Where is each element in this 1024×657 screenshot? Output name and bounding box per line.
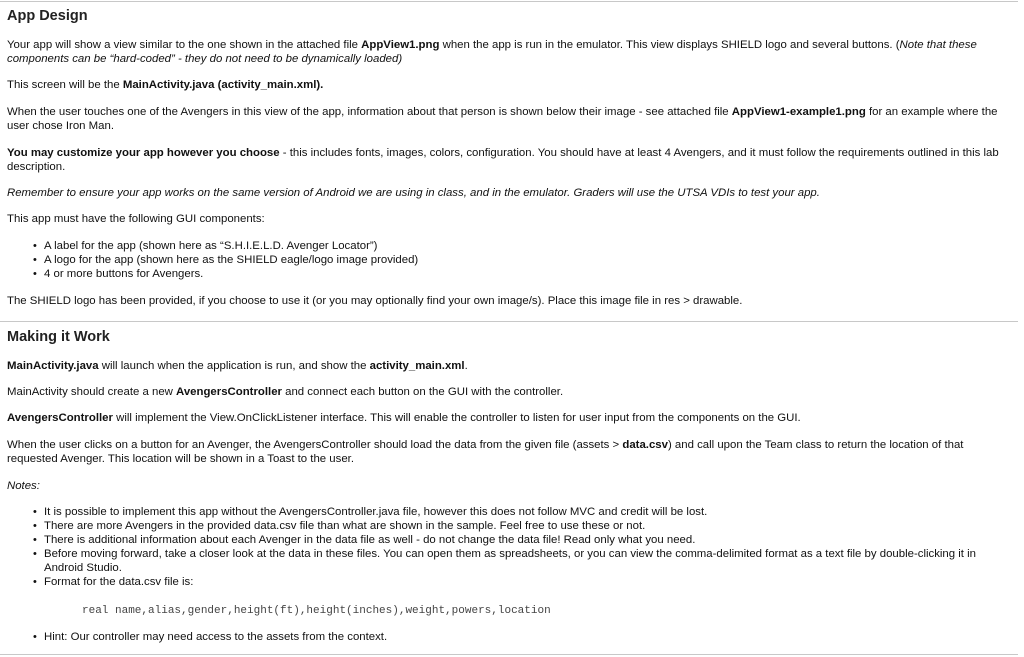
making-it-work-paragraph-1: MainActivity.java will launch when the application is run, and show the activity_main.xml. <box>7 360 468 372</box>
making-it-work-paragraph-3: AvengersController will implement the View.OnClickListener interface. This will enable the controller to listen for user input from the components on the GUI. <box>7 412 801 424</box>
csv-format-code: real name,alias,gender,height(ft),height(inches),weight,powers,location <box>82 605 551 617</box>
list-item: • Before moving forward, take a closer look at the data in these files. You can open them as spreadsheets, or you can view the comma-delimited format as a text file by double-clicking it in Android Studio. <box>44 547 994 575</box>
list-item: • A logo for the app (shown here as the SHIELD eagle/logo image provided) <box>44 253 418 267</box>
app-design-paragraph-3: When the user touches one of the Avengers in this view of the app, information about that person is shown below their image - see attached file AppView1-example1.png for an example where the user chose Iron Man. <box>7 106 998 132</box>
notes-list <box>44 505 994 589</box>
hint-list <box>44 630 387 644</box>
app-design-paragraph-1: Your app will show a view similar to the one shown in the attached file AppView1.png when the app is run in the emulator. This view displays SHIELD logo and several buttons. (Note that these components can be “hard-coded” - they do not need to be dynamically loaded) <box>7 39 977 65</box>
app-design-reminder: Remember to ensure your app works on the same version of Android we are using in class, and in the emulator. Graders will use the UTSA VDIs to test your app. <box>7 187 820 199</box>
section-divider <box>0 321 1018 322</box>
list-item: • A label for the app (shown here as “S.H.I.E.L.D. Avenger Locator”) <box>44 239 418 253</box>
making-it-work-paragraph-4: When the user clicks on a button for an Avenger, the AvengersController should load the data from the given file (assets > data.csv) and call upon the Team class to return the location of that requested Avenger. This location will be shown in a Toast to the user. <box>7 439 964 465</box>
notes-label: Notes: <box>7 480 40 492</box>
appview1-example-filename: AppView1-example1.png <box>731 106 866 118</box>
bottom-divider <box>0 654 1018 655</box>
app-design-paragraph-4: You may customize your app however you choose - this includes fonts, images, colors, configuration. You should have at least 4 Avengers, and it must follow the requirements outlined in this lab description. <box>7 147 999 173</box>
gui-components-list <box>44 239 418 281</box>
making-it-work-paragraph-2: MainActivity should create a new AvengersController and connect each button on the GUI with the controller. <box>7 386 564 398</box>
making-it-work-heading: Making it Work <box>7 329 110 345</box>
app-design-paragraph-2: This screen will be the MainActivity.java (activity_main.xml). <box>7 79 324 91</box>
shield-logo-paragraph: The SHIELD logo has been provided, if you choose to use it (or you may optionally find your own image/s). Place this image file in res > drawable. <box>7 295 743 307</box>
list-item: • 4 or more buttons for Avengers. <box>44 267 418 281</box>
gui-components-intro: This app must have the following GUI components: <box>7 213 265 225</box>
top-divider <box>0 1 1018 2</box>
list-item: • Format for the data.csv file is: <box>44 575 994 589</box>
app-design-heading: App Design <box>7 8 88 24</box>
list-item: • There are more Avengers in the provided data.csv file than what are shown in the sample. Feel free to use these or not. <box>44 519 994 533</box>
list-item: • There is additional information about each Avenger in the data file as well - do not change the data file! Read only what you need. <box>44 533 994 547</box>
main-activity-name: MainActivity.java (activity_main.xml). <box>122 79 324 91</box>
list-item: • It is possible to implement this app without the AvengersController.java file, however this does not follow MVC and credit will be lost. <box>44 505 994 519</box>
appview1-filename: AppView1.png <box>361 39 440 51</box>
hard-coded-note: Note that these components can be “hard-coded” - they do not need to be dynamically loaded) <box>7 39 977 65</box>
customize-emphasis: You may customize your app however you choose <box>7 147 280 159</box>
list-item: • Hint: Our controller may need access to the assets from the context. <box>44 630 387 644</box>
